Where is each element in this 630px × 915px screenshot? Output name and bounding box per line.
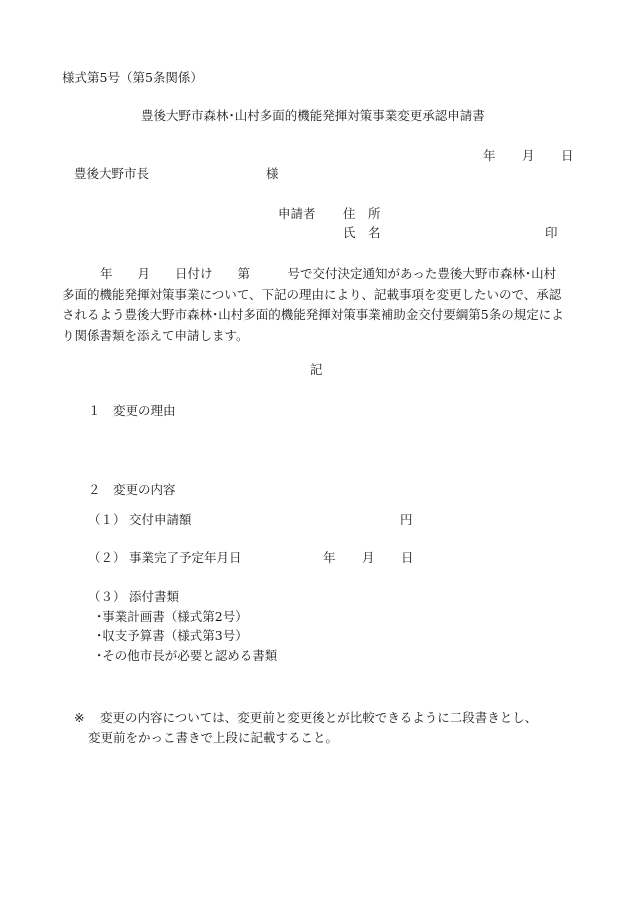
form-number: 様式第5号（第5条関係） (62, 70, 203, 85)
item2-month: 月 (362, 550, 375, 565)
applicant-seal: 印 (545, 225, 558, 240)
addressee-honorific: 様 (266, 166, 279, 181)
item3-number: （３） (88, 589, 126, 604)
date-year: 年 (483, 148, 496, 163)
body-line: り関係書類を添えて申請します。 (62, 327, 249, 343)
addressee-name: 豊後大野市長 (74, 166, 150, 181)
date-day: 日 (561, 148, 574, 163)
applicant-label: 申請者 (278, 206, 316, 221)
section1-label: 変更の理由 (113, 403, 176, 418)
item1-number: （１） (88, 512, 126, 527)
section2-number: ２ (88, 482, 101, 497)
note-line: 変更前をかっこ書きで上段に記載すること。 (88, 730, 339, 745)
note-line: 変更の内容については、変更前と変更後とが比較できるように二段書きとし、 (100, 710, 538, 725)
item2-year: 年 (323, 550, 336, 565)
attachment-item: ･その他市長が必要と認める書類 (96, 648, 278, 663)
attachment-item: ･収支予算書（様式第3号） (96, 628, 248, 643)
applicant-address-label: 住 所 (343, 206, 381, 221)
applicant-name-label: 氏 名 (343, 225, 381, 240)
item2-number: （２） (88, 550, 126, 565)
date-month: 月 (522, 148, 535, 163)
body-line: されるよう豊後大野市森林･山村多面的機能発揮対策事業補助金交付要綱第5条の規定によ (62, 307, 564, 322)
item2-day: 日 (401, 550, 414, 565)
request-body (62, 264, 582, 346)
item1-label: 交付申請額 (129, 512, 192, 527)
item1-unit: 円 (400, 512, 413, 527)
item3-label: 添付書類 (129, 589, 180, 604)
ki-heading: 記 (310, 362, 323, 377)
section2-label: 変更の内容 (113, 482, 176, 497)
body-line: 年 月 日付け 第 号で交付決定通知があった豊後大野市森林･山村 (100, 266, 557, 281)
attachment-item: ･事業計画書（様式第2号） (96, 609, 248, 624)
section1-number: １ (88, 403, 101, 418)
note-mark: ※ (74, 710, 85, 725)
document-title: 豊後大野市森林･山村多面的機能発揮対策事業変更承認申請書 (141, 108, 485, 123)
item2-label: 事業完了予定年月日 (129, 550, 242, 565)
body-line: 多面的機能発揮対策事業について、下記の理由により、記載事項を変更したいので、承認 (62, 286, 562, 302)
